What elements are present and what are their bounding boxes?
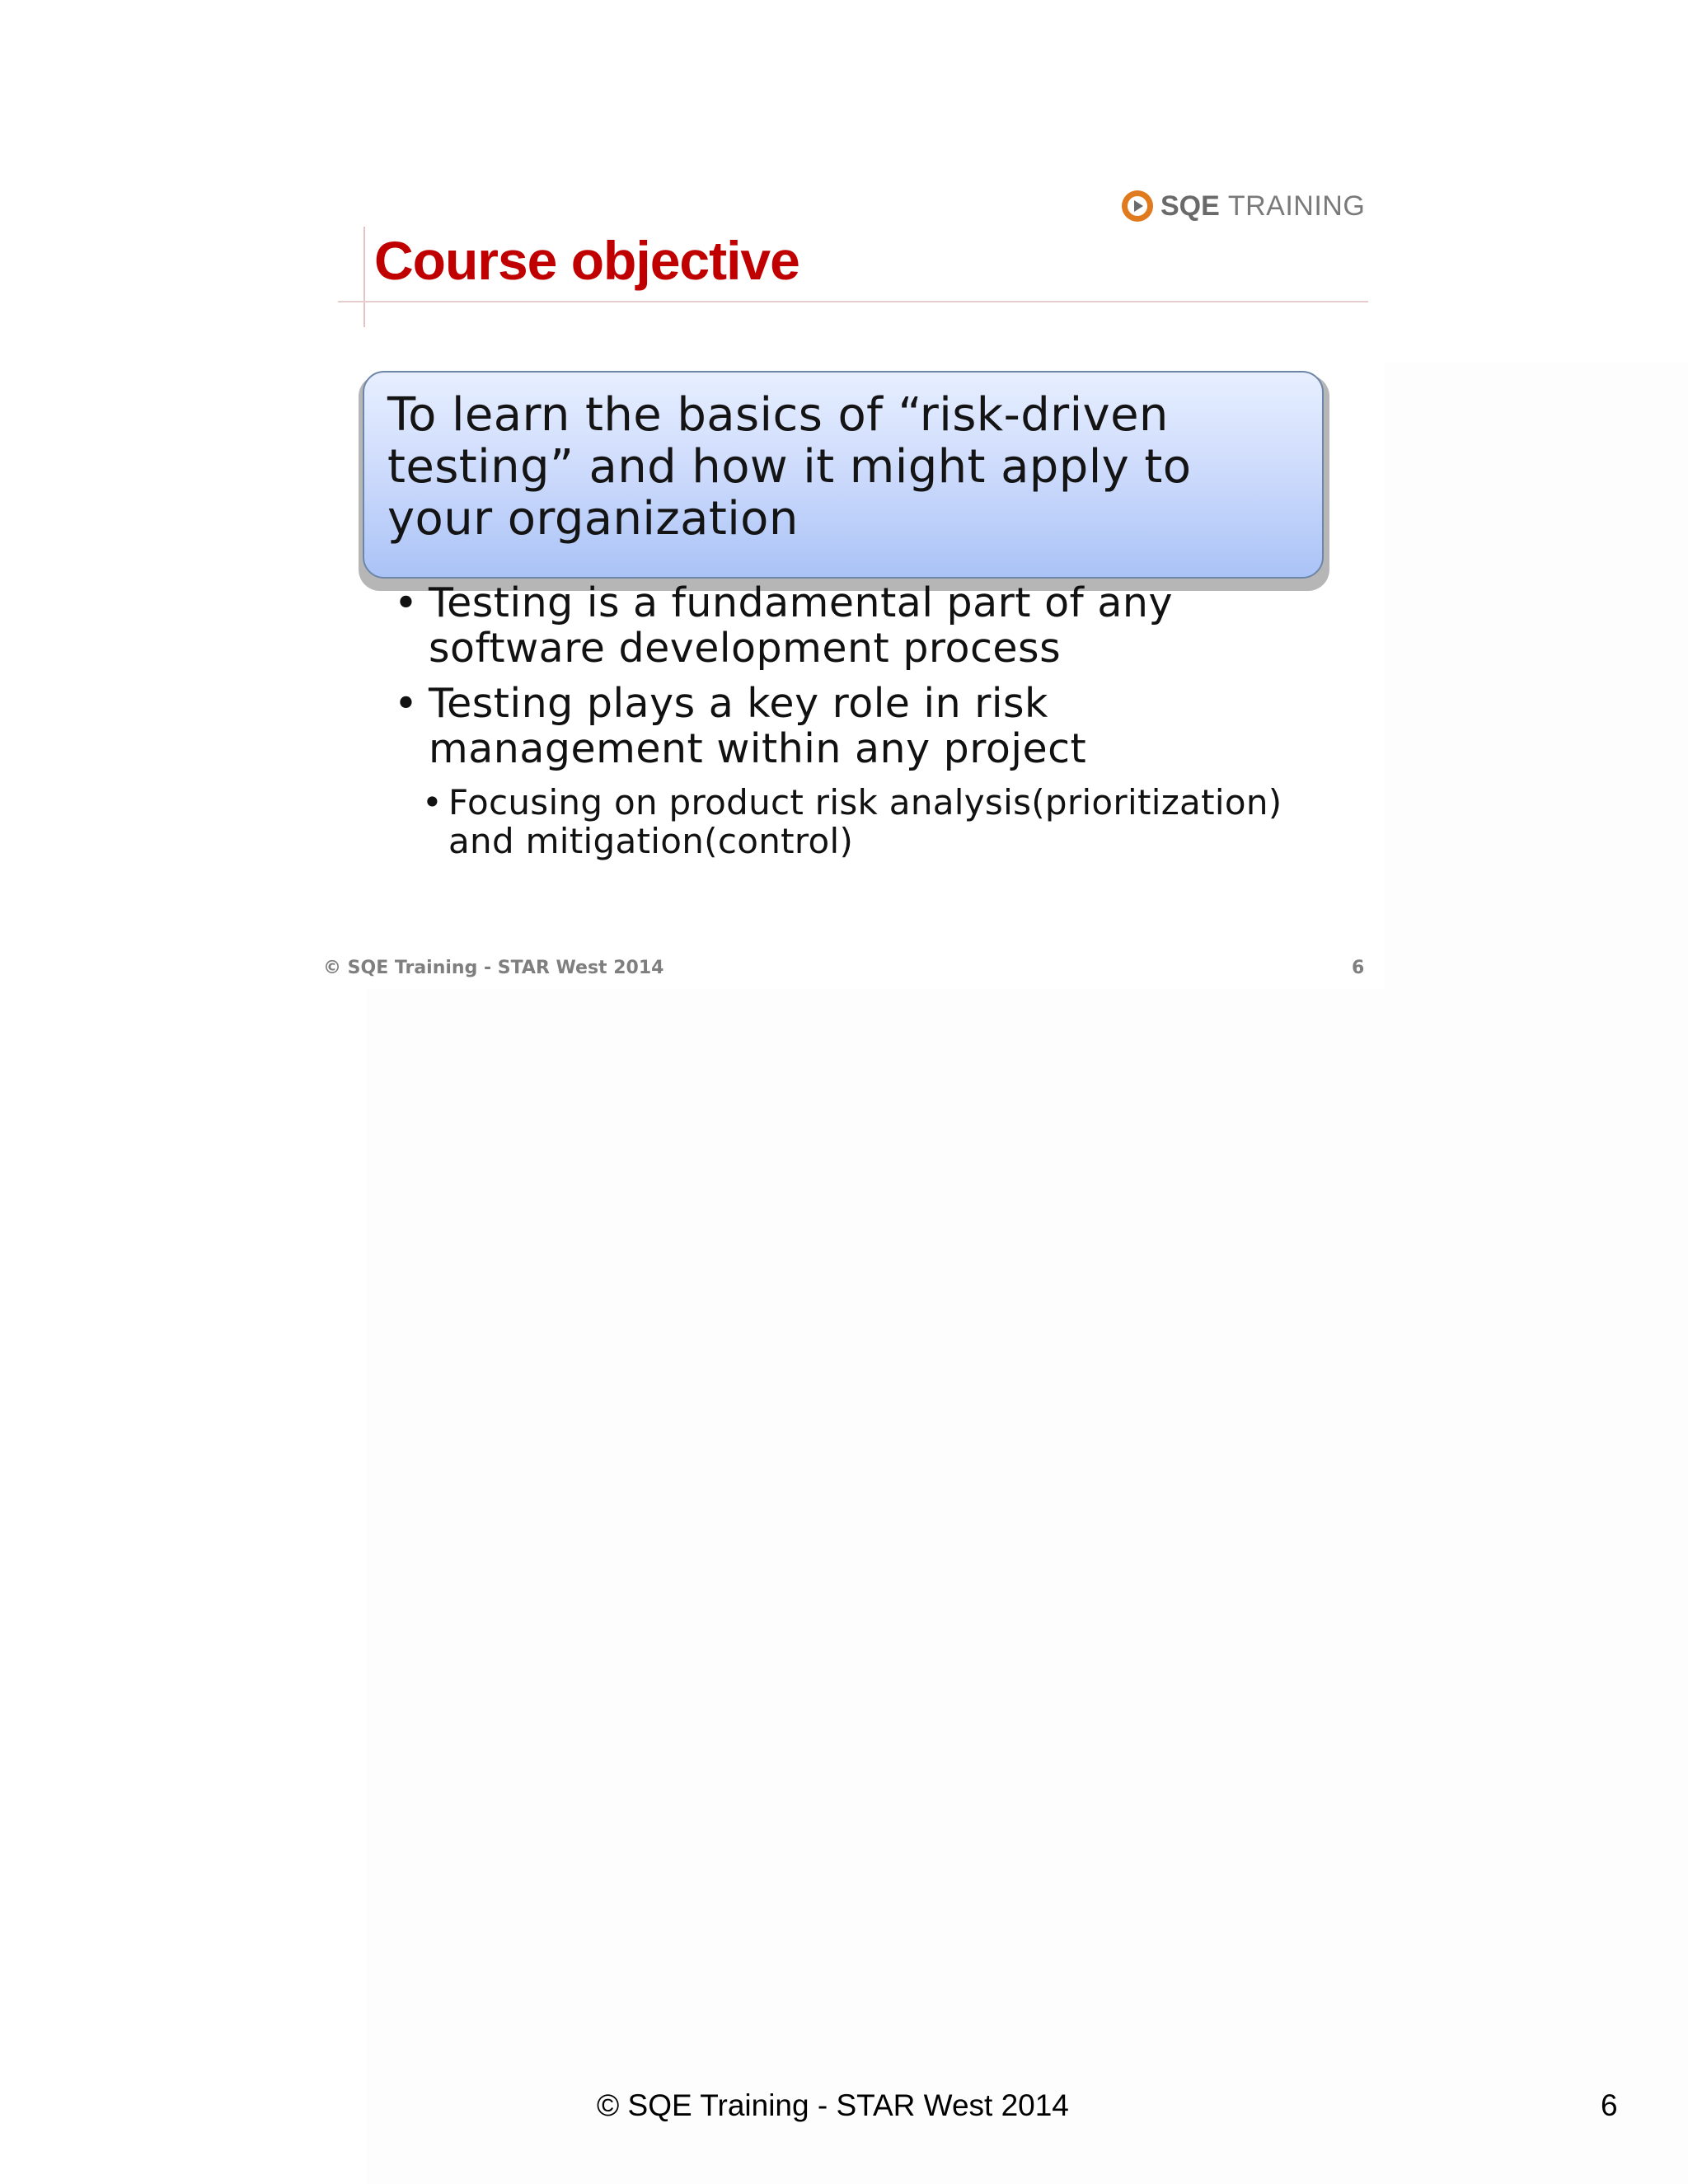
objective-line: To learn the basics of “risk-driven bbox=[387, 388, 1169, 442]
bullet-line: Testing plays a key role in risk bbox=[429, 680, 1048, 727]
objective-line: your organization bbox=[387, 492, 799, 546]
page-number: 6 bbox=[1601, 2088, 1618, 2122]
bullet-line: software development process bbox=[429, 625, 1062, 672]
sub-bullet-line: and mitigation(control) bbox=[448, 821, 854, 861]
bullet-dot: • bbox=[394, 579, 418, 626]
objective-text bbox=[387, 389, 1311, 545]
slide-footer-number: 6 bbox=[1352, 958, 1365, 978]
objective-line: testing” and how it might apply to bbox=[387, 440, 1192, 494]
play-circle-icon bbox=[1121, 190, 1154, 223]
bullet-line: management within any project bbox=[429, 725, 1087, 772]
bullet-item bbox=[429, 580, 1173, 671]
bullet-dot: • bbox=[394, 680, 418, 727]
sub-bullet-line: Focusing on product risk analysis(prioritization) bbox=[448, 782, 1282, 823]
bullet-item bbox=[429, 681, 1086, 771]
title-horizontal-rule bbox=[338, 301, 1368, 302]
sub-bullet-dot: • bbox=[422, 782, 443, 823]
logo-brand: SQE bbox=[1160, 190, 1220, 222]
slide-title: Course objective bbox=[374, 230, 799, 291]
title-vertical-rule bbox=[363, 227, 365, 327]
logo-word: TRAINING bbox=[1227, 190, 1366, 222]
slide bbox=[313, 165, 1385, 989]
sqe-training-logo bbox=[1121, 185, 1365, 227]
slide-footer-copyright: © SQE Training - STAR West 2014 bbox=[323, 958, 664, 978]
page-footer-copyright: © SQE Training - STAR West 2014 bbox=[597, 2088, 1069, 2122]
sub-bullet-item bbox=[448, 783, 1282, 860]
bullet-line: Testing is a fundamental part of any bbox=[429, 579, 1173, 626]
